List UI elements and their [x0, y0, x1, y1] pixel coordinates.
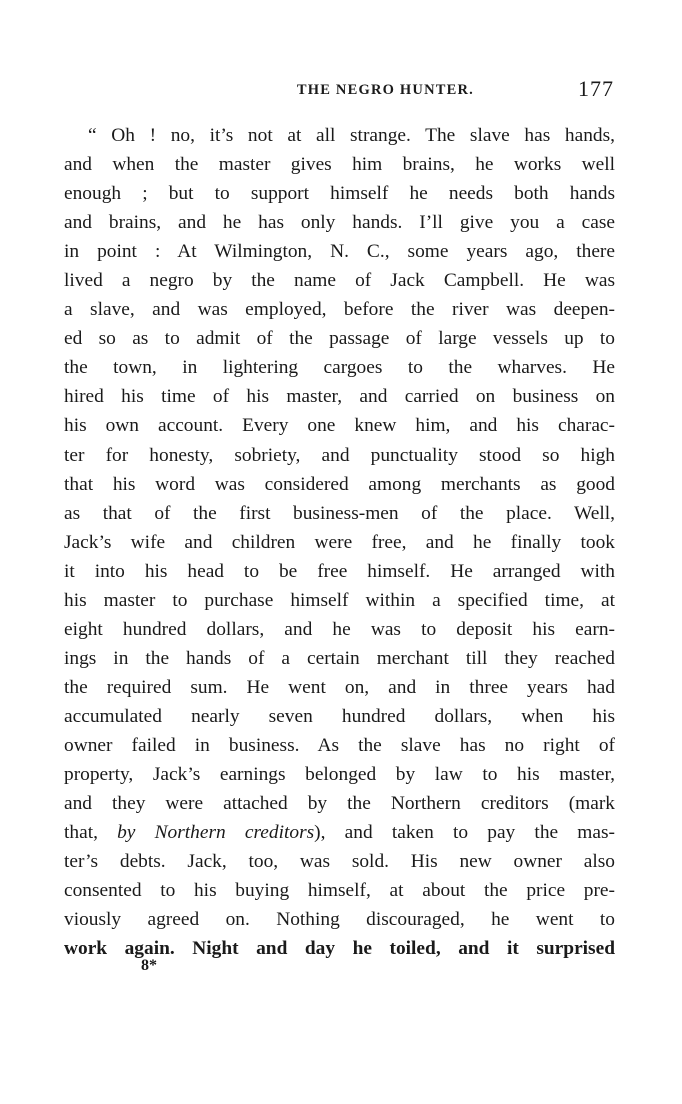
text-line: ter for honesty, sobriety, and punctuality stood so high	[64, 444, 615, 466]
text-line: a slave, and was employed, before the river was deepen-	[64, 299, 615, 321]
italic-phrase: by Northern creditors	[117, 822, 315, 844]
text-line-italic-phrase	[64, 818, 615, 847]
text-line: “ Oh ! no, it’s not at all strange. The slave has hands,	[88, 125, 615, 146]
text-line: ings in the hands of a certain merchant till they reached	[64, 647, 615, 669]
text-line: and they were attached by the Northern creditors (mark	[64, 793, 615, 815]
text-line: the required sum. He went on, and in three years had	[64, 676, 615, 698]
body-text	[64, 121, 615, 963]
text-line: hired his time of his master, and carried on business on	[64, 386, 615, 408]
text-line: it into his head to be free himself. He arranged with	[64, 560, 615, 582]
text-line: property, Jack’s earnings belonged by law to his master,	[64, 764, 615, 786]
text-line: that his word was considered among merchants as good	[64, 473, 615, 495]
text-line: lived a negro by the name of Jack Campbell. He was	[64, 270, 615, 292]
text-line: accumulated nearly seven hundred dollars, when his	[64, 705, 615, 727]
text-line: the town, in lightering cargoes to the wharves. He	[64, 357, 615, 379]
text-line: Jack’s wife and children were free, and he finally took	[64, 531, 615, 553]
text-line: in point : At Wilmington, N. C., some years ago, there	[64, 241, 615, 263]
text-line: work again. Night and day he toiled, and it surprised	[64, 938, 615, 960]
text-line: his master to purchase himself within a specified time, at	[64, 589, 615, 611]
text-line: consented to his buying himself, at about the price pre-	[64, 880, 615, 902]
text-line: and brains, and he has only hands. I’ll give you a case	[64, 212, 615, 234]
signature-mark: 8*	[141, 957, 157, 974]
text-fragment: that,	[64, 822, 118, 844]
text-line: and when the master gives him brains, he works well	[64, 154, 615, 176]
text-line: ter’s debts. Jack, too, was sold. His new owner also	[64, 851, 615, 873]
text-line: enough ; but to support himself he needs both hands	[64, 183, 615, 205]
text-fragment: ), and taken to pay the mas-	[314, 822, 615, 844]
text-line: eight hundred dollars, and he was to deposit his earn-	[64, 618, 615, 640]
text-line: viously agreed on. Nothing discouraged, he went to	[64, 909, 615, 931]
running-head	[64, 76, 614, 106]
page-number: 177	[578, 76, 614, 101]
text-line: ed so as to admit of the passage of large vessels up to	[64, 328, 615, 350]
text-line: owner failed in business. As the slave has no right of	[64, 734, 615, 756]
text-line: as that of the first business-men of the place. Well,	[64, 502, 615, 524]
text-line: his own account. Every one knew him, and his charac-	[64, 415, 615, 437]
running-title: THE NEGRO HUNTER.	[296, 82, 474, 98]
